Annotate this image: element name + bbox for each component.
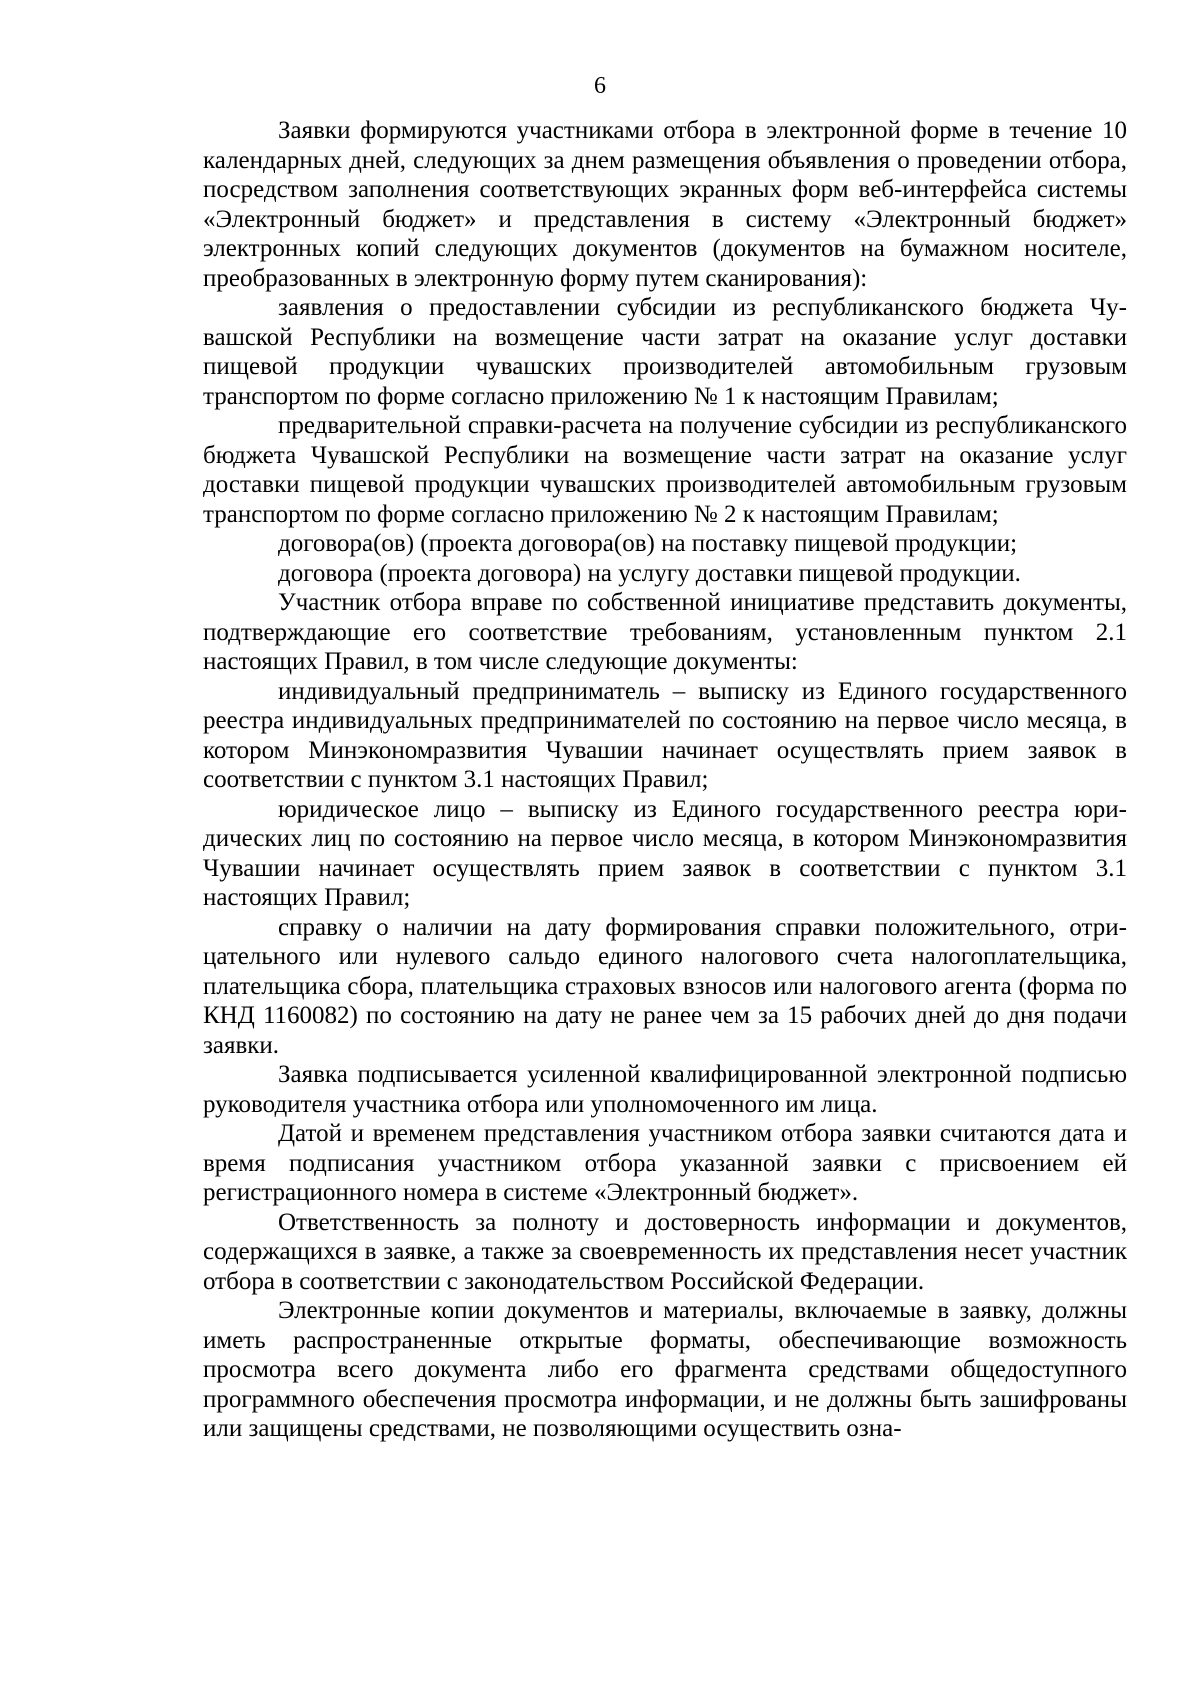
paragraph-submission-datetime: Датой и временем представления участником отбора заявки считаются дата и время подписания участником отбора указанной заявки с присвоением ей регистрационного номера в системе «Электронный бюджет». <box>203 1120 1127 1206</box>
paragraph-supply-contracts: договора(ов) (проекта договора(ов) на поставку пищевой продукции; <box>278 530 1018 557</box>
paragraph-responsibility: Ответственность за полноту и достоверность информации и документов, содержащихся в заявке, а также за своевременность их представления несет участник отбора в соответствии с законодательством Российской Федерации. <box>203 1208 1127 1295</box>
page-number: 6 <box>594 73 606 99</box>
paragraph-legal-entity: юридическое лицо – выписку из Единого государственного реестра юридических лиц по состоянию на первое число месяца, в котором Минэкономразвития Чувашии начинает осуществлять прием заявок в соответствии с пунктом 3.1 настоящих Правил; <box>203 795 1127 911</box>
paragraph-preliminary-calculation: предварительной справки-расчета на получение субсидии из республиканского бюджета Чувашской Республики на возмещение части затрат на оказание услуг доставки пищевой продукции чувашских производителей автомобильным грузовым транспортом по форме согласно приложению № 2 к настоящим Правилам; <box>203 412 1127 528</box>
paragraph-electronic-signature: Заявка подписывается усиленной квалифицированной электронной подписью руководителя участника отбора или уполномоченного им лица. <box>203 1061 1127 1118</box>
document-body <box>203 116 1127 1444</box>
paragraph-applications-submission: Заявки формируются участниками отбора в электронной форме в течение 10 календарных дней, следующих за днем размещения объявления о проведении отбора, посредством заполнения соответствующих экранных форм веб-интерфейса системы «Электронный бюджет» и представления в систему «Электронный бюджет» электронных копий следующих документов (документов на бумажном носителе, преобразованных в электронную форму путем сканирования): <box>203 117 1127 292</box>
paragraph-delivery-contract: договора (проекта договора) на услугу доставки пищевой продукции. <box>278 559 1021 587</box>
paragraph-electronic-copies-formats: Электронные копии документов и материалы, включаемые в заявку, должны иметь распространенные открытые форматы, обеспечивающие возможность просмотра всего документа либо его фрагмента средствами общедоступного программного обеспечения просмотра информации, и не должны быть зашифрованы или защищены средствами, не позволяющими осуществить озна- <box>203 1297 1127 1442</box>
paragraph-subsidy-statement: заявления о предоставлении субсидии из республиканского бюджета Чувашской Республики на возмещение части затрат на оказание услуг доставки пищевой продукции чувашских производителей автомобильным грузовым транспортом по форме согласно приложению № 1 к настоящим Правилам; <box>203 294 1127 410</box>
paragraph-optional-documents: Участник отбора вправе по собственной инициативе представить документы, подтверждающие его соответствие требованиям, установленным пунктом 2.1 настоящих Правил, в том числе следующие документы: <box>203 589 1127 675</box>
paragraph-tax-balance-certificate: справку о наличии на дату формирования справки положительного, отрицательного или нулевого сальдо единого налогового счета налогоплательщика, плательщика сбора, плательщика страховых взносов или налогового агента (форма по КНД 1160082) по состоянию на дату не ранее чем за 15 рабочих дней до дня подачи заявки. <box>203 913 1127 1059</box>
paragraph-individual-entrepreneur: индивидуальный предприниматель – выписку из Единого государственного реестра индивидуальных предпринимателей по состоянию на первое число месяца, в котором Минэкономразвития Чувашии начинает осуществлять прием заявок в соответствии с пунктом 3.1 настоящих Правил; <box>203 677 1127 793</box>
